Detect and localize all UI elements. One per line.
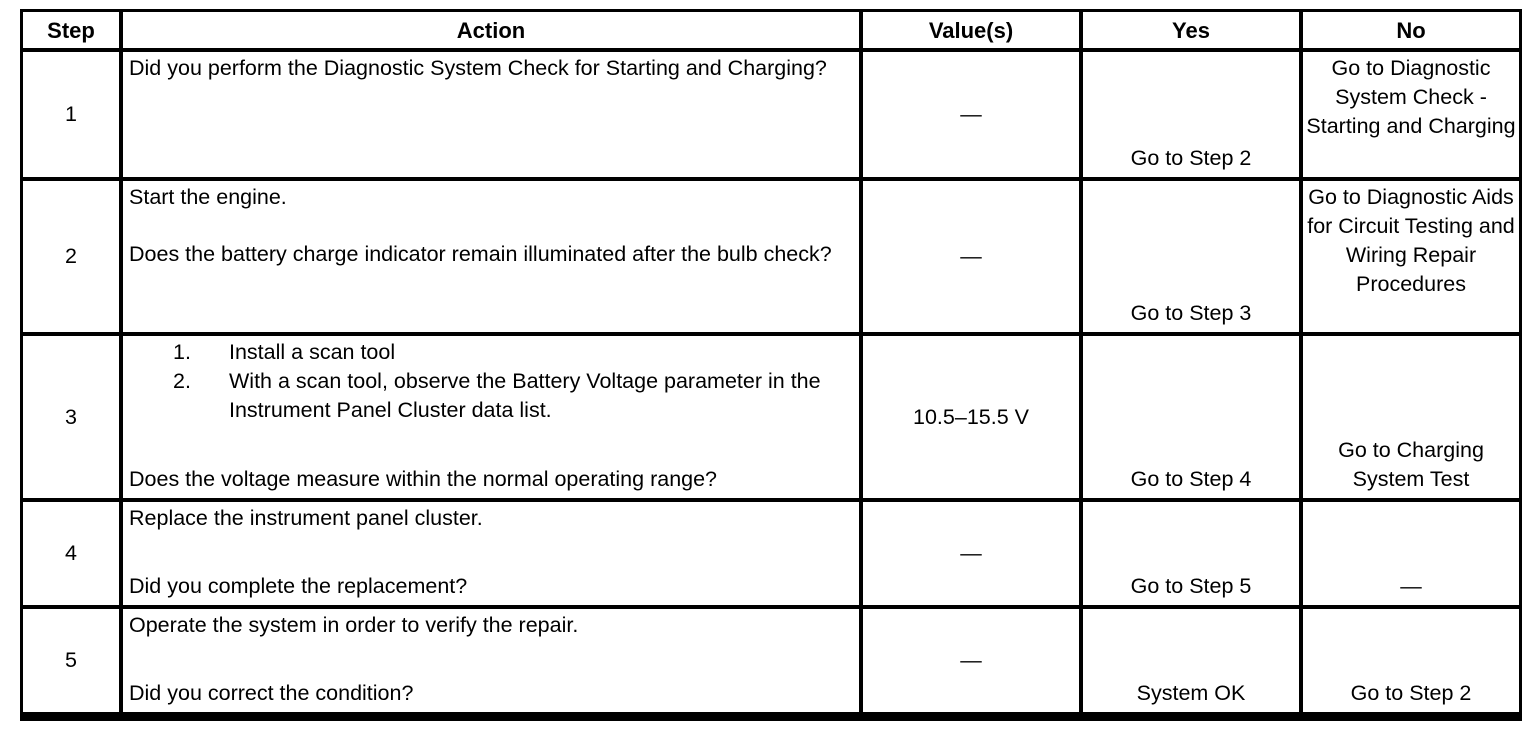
no-text: Go to Charging System Test	[1338, 438, 1484, 491]
diagnostic-table	[20, 9, 1522, 721]
step-number: 3	[23, 336, 119, 498]
no-cell	[1303, 609, 1519, 712]
no-cell	[1303, 336, 1519, 498]
header-step: Step	[23, 12, 119, 48]
yes-text: Go to Step 5	[1130, 574, 1252, 598]
table-row	[23, 181, 1519, 332]
header-no: No	[1303, 12, 1519, 48]
table-row	[23, 502, 1519, 605]
list-item-number: 1.	[173, 340, 191, 364]
action-question: Does the battery charge indicator remain illuminated after the bulb check?	[129, 242, 832, 266]
header-yes: Yes	[1083, 12, 1299, 48]
no-text: —	[1400, 574, 1422, 598]
step-number: 5	[23, 609, 119, 712]
no-text: Go to Step 2	[1350, 681, 1472, 705]
list-item-number: 2.	[173, 369, 191, 393]
value-cell: 10.5–15.5 V	[863, 336, 1079, 498]
no-text: Go to Diagnostic System Check - Starting and Charging	[1306, 56, 1516, 138]
step-number: 2	[23, 181, 119, 332]
step-number: 4	[23, 502, 119, 605]
yes-cell	[1083, 502, 1299, 605]
action-text: Did you perform the Diagnostic System Check for Starting and Charging?	[129, 56, 827, 80]
yes-cell	[1083, 52, 1299, 177]
no-cell	[1303, 52, 1519, 177]
action-cell	[123, 181, 859, 332]
action-text: Start the engine.	[129, 185, 287, 209]
yes-text: Go to Step 3	[1130, 301, 1252, 325]
list-item	[129, 338, 853, 367]
action-cell	[123, 502, 859, 605]
value-cell: —	[863, 609, 1079, 712]
action-cell	[123, 336, 859, 498]
yes-text: Go to Step 2	[1130, 146, 1252, 170]
action-text: Operate the system in order to verify the repair.	[129, 613, 579, 637]
value-cell: —	[863, 181, 1079, 332]
action-steps-list	[129, 338, 853, 425]
list-item	[129, 367, 853, 425]
list-item-text: Install a scan tool	[229, 340, 396, 364]
no-text: Go to Diagnostic Aids for Circuit Testing and Wiring Repair Procedures	[1307, 185, 1515, 296]
no-cell	[1303, 502, 1519, 605]
list-item-text: With a scan tool, observe the Battery Voltage parameter in the Instrument Panel Cluster data list.	[229, 369, 821, 422]
yes-text: Go to Step 4	[1130, 467, 1252, 491]
table-row	[23, 52, 1519, 177]
yes-cell	[1083, 181, 1299, 332]
action-cell	[123, 52, 859, 177]
table-header-row	[23, 12, 1519, 48]
value-cell: —	[863, 502, 1079, 605]
header-values: Value(s)	[863, 12, 1079, 48]
action-question: Did you complete the replacement?	[129, 574, 468, 598]
yes-cell	[1083, 336, 1299, 498]
action-question: Does the voltage measure within the normal operating range?	[129, 467, 718, 491]
step-number: 1	[23, 52, 119, 177]
action-cell	[123, 609, 859, 712]
action-text: Replace the instrument panel cluster.	[129, 506, 483, 530]
table-row	[23, 336, 1519, 498]
table-row	[23, 609, 1519, 712]
no-cell	[1303, 181, 1519, 332]
header-action: Action	[123, 12, 859, 48]
value-cell: —	[863, 52, 1079, 177]
yes-cell	[1083, 609, 1299, 712]
yes-text: System OK	[1136, 681, 1246, 705]
action-question: Did you correct the condition?	[129, 681, 414, 705]
